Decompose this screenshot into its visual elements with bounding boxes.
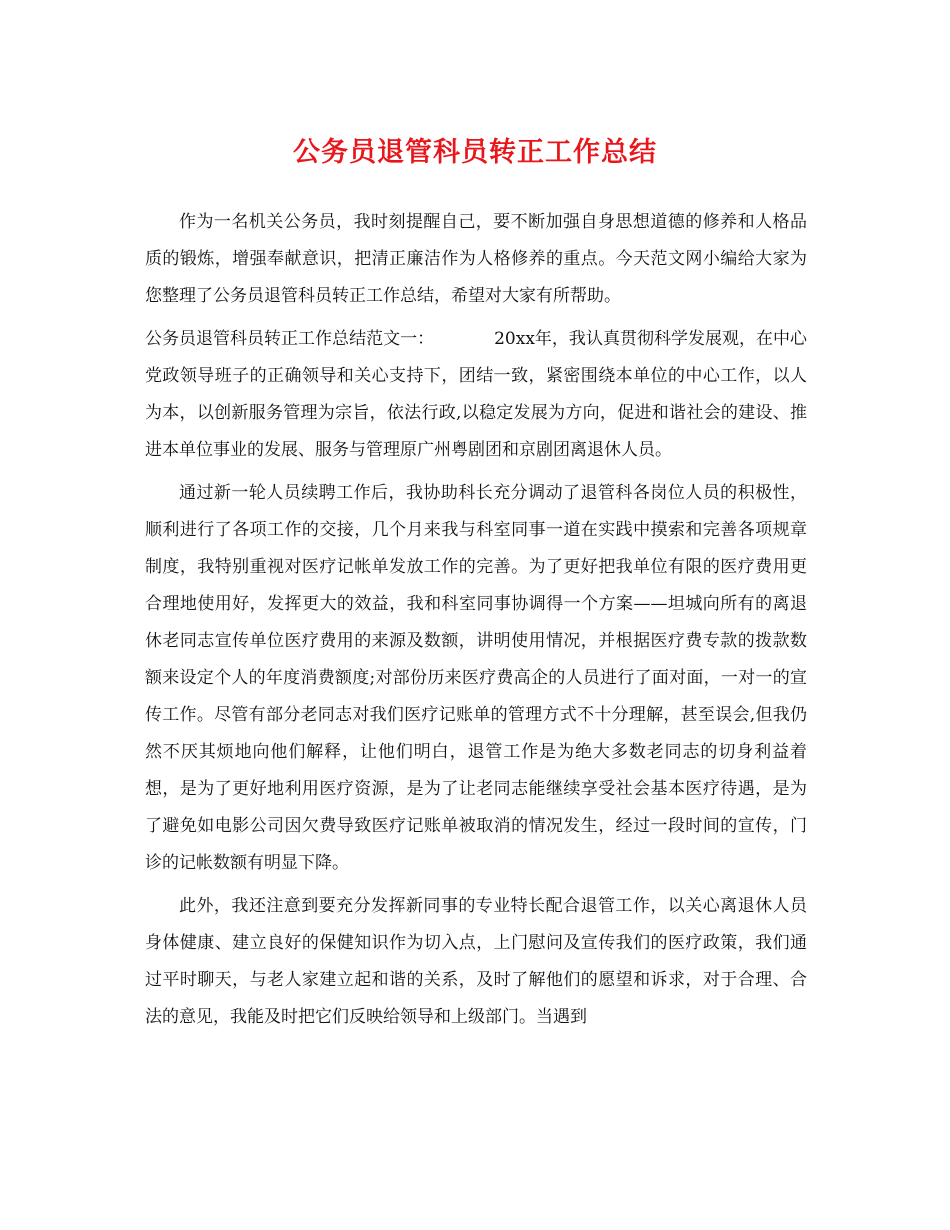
- body-paragraph-3: 此外，我还注意到要充分发挥新同事的专业特长配合退管工作，以关心离退休人员身体健康、建立良好的保健知识作为切入点，上门慰问及宣传我们的医疗政策，我们通过平时聊天，与老人家建立起和谐的关系，及时了解他们的愿望和诉求，对于合理、合法的意见，我能及时把它们反映给领导和上级部门。当遇到: [145, 896, 807, 1027]
- section-heading: 公务员退管科员转正工作总结范文一：: [145, 329, 435, 349]
- section-text: 20xx年，我认真贯彻科学发展观，在中心党政领导班子的正确领导和关心支持下，团结一致，紧密围绕本单位的中心工作，以人为本，以创新服务管理为宗旨，依法行政,以稳定发展为方向，促进和谐社会的建设、推进本单位事业的发展、服务与管理原广州粤剧团和京剧团离退休人员。: [145, 329, 808, 460]
- intro-paragraph: 作为一名机关公务员，我时刻提醒自己，要不断加强自身思想道德的修养和人格品质的锻炼，增强奉献意识，把清正廉洁作为人格修养的重点。今天范文网小编给大家为您整理了公务员退管科员转正工作总结，希望对大家有所帮助。: [145, 212, 807, 306]
- body-paragraph-2: 通过新一轮人员续聘工作后，我协助科长充分调动了退管科各岗位人员的积极性，顺利进行了各项工作的交接，几个月来我与科室同事一道在实践中摸索和完善各项规章制度，我特别重视对医疗记帐单发放工作的完善。为了更好把我单位有限的医疗费用更合理地使用好，发挥更大的效益，我和科室同事协调得一个方案——坦城向所有的离退休老同志宣传单位医疗费用的来源及数额，讲明使用情况，并根据医疗费专款的拨款数额来设定个人的年度消费额度;对部份历来医疗费高企的人员进行了面对面，一对一的宣传工作。尽管有部分老同志对我们医疗记账单的管理方式不十分理解，甚至误会,但我仍然不厌其烦地向他们解释，让他们明白，退管工作是为绝大多数老同志的切身利益着想，是为了更好地利用医疗资源，是为了让老同志能继续享受社会基本医疗待遇，是为了避免如电影公司因欠费导致医疗记账单被取消的情况发生，经过一段时间的宣传，门诊的记帐数额有明显下降。: [145, 483, 807, 873]
- document-body: [145, 204, 807, 1042]
- document-title: 公务员退管科员转正工作总结: [293, 137, 657, 168]
- section-paragraph: [145, 321, 807, 469]
